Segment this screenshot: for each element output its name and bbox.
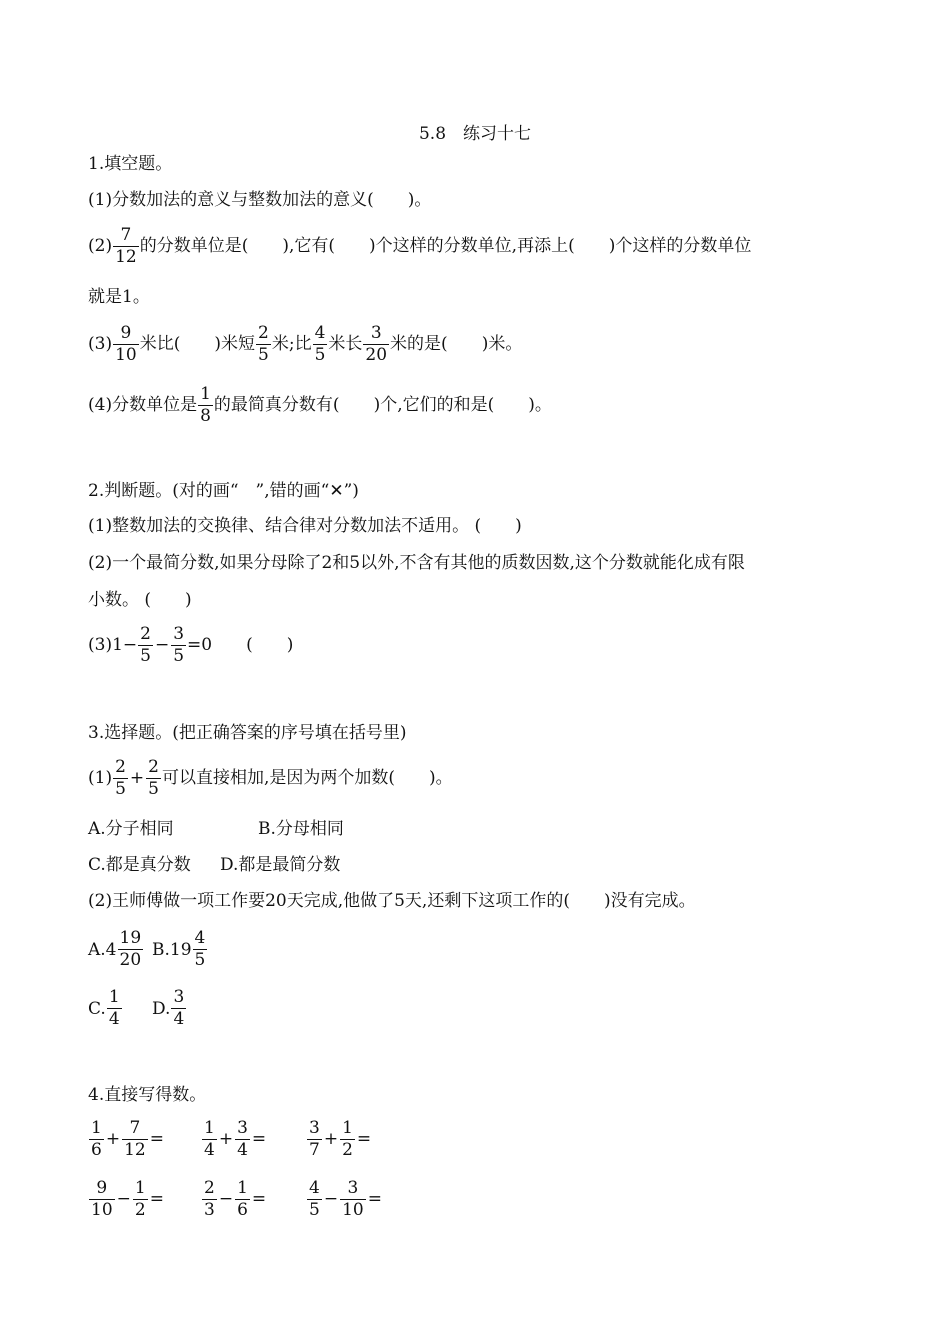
fraction [235,1120,250,1159]
fraction [307,1120,322,1159]
fraction [193,930,208,969]
q3-part2-option-d[interactable] [152,988,187,1029]
q1-part3-text-b: )米短 [214,334,256,354]
q3-part2: (2)王师傅做一项工作要20天完成,他做了5天,还剩下这项工作的( )没有完成。 [88,891,696,911]
q1-part3-text-e: 米的是( [390,334,448,354]
q1-part2-continuation: 就是1。 [88,287,150,307]
numerator: 3 [173,987,185,1007]
numerator: 2 [258,323,269,343]
q3-option-b[interactable]: B.分母相同 [258,819,344,839]
denominator: 4 [108,1009,120,1029]
numerator: 2 [115,757,126,777]
q1-heading: 1.填空题。 [88,154,173,174]
option-label: C. [88,998,106,1019]
fraction [113,325,139,364]
q3-heading: 3.选择题。(把正确答案的序号填在括号里) [88,723,407,743]
q1-part2-text-a: 的分数单位是( [139,236,249,256]
numerator: 7 [129,1118,141,1138]
denominator: 2 [134,1200,146,1220]
fraction [138,626,153,665]
fraction [340,1180,366,1219]
equals-sign: = [149,1189,164,1209]
q3-part1-tail: 可以直接相加,是因为两个加数( )。 [162,768,453,788]
fraction [146,759,161,798]
denominator: 4 [173,1009,185,1029]
calc-item[interactable] [88,1180,165,1219]
denominator: 6 [237,1200,248,1220]
q2-part3 [88,626,293,665]
option-label: A.4 [88,939,117,960]
denominator: 5 [314,345,326,365]
q3-part2-option-a[interactable] [88,929,144,970]
denominator: 5 [173,646,185,666]
fraction [363,325,389,364]
denominator: 20 [119,950,142,970]
q1-part2 [88,227,751,266]
equals-sign: = [149,1129,164,1149]
denominator: 10 [91,1200,113,1220]
q1-part1: (1)分数加法的意义与整数加法的意义( )。 [88,190,432,210]
q1-part4-text-b: )个,它们的和是( [373,395,495,415]
denominator: 5 [309,1200,320,1220]
numerator: 4 [314,323,326,343]
numerator: 19 [119,928,142,948]
fraction [113,227,139,266]
q3-option-d[interactable]: D.都是最简分数 [220,855,341,875]
page-title: 5.8 练习十七 [418,124,532,144]
q3-part1 [88,759,453,798]
numerator: 3 [237,1118,248,1138]
fraction [340,1120,355,1159]
q1-part2-text-b: ),它有( [282,236,336,256]
equals-sign: = [367,1189,382,1209]
denominator: 12 [124,1140,146,1160]
equals-sign: = [251,1189,267,1209]
q1-part3 [88,325,522,364]
option-label: D. [152,998,171,1019]
equals-sign: = [251,1129,267,1149]
numerator: 1 [200,384,211,404]
q1-part4 [88,386,552,425]
numerator: 1 [108,987,120,1007]
plus-sign: + [218,1129,234,1149]
fraction [202,1120,217,1159]
numerator: 4 [309,1178,320,1198]
calc-item[interactable] [88,1120,165,1159]
q1-part3-lead: (3) [88,334,113,354]
calc-item[interactable] [201,1120,267,1159]
numerator: 2 [148,757,159,777]
q1-part4-text-c: )。 [528,395,552,415]
fraction [313,325,328,364]
fraction [235,1180,250,1219]
fraction [89,1180,115,1219]
q3-option-a[interactable]: A.分子相同 [88,819,174,839]
numerator: 3 [347,1178,359,1198]
plus-sign: + [323,1129,339,1149]
denominator: 10 [115,345,137,365]
option-label: B.19 [152,939,192,960]
fraction [256,325,271,364]
fraction [171,626,186,665]
numerator: 1 [134,1178,146,1198]
fraction [198,386,213,425]
numerator: 9 [96,1178,108,1198]
denominator: 2 [342,1140,353,1160]
q1-part3-text-a: 米比( [139,334,181,354]
numerator: 3 [173,624,185,644]
calc-item[interactable] [201,1180,267,1219]
denominator: 10 [342,1200,364,1220]
denominator: 12 [115,247,137,267]
denominator: 5 [194,950,206,970]
q1-part4-text-a: 的最简真分数有( [213,395,340,415]
q3-option-c[interactable]: C.都是真分数 [88,855,191,875]
q1-part4-lead: (4)分数单位是 [88,395,198,415]
q2-part1: (1)整数加法的交换律、结合律对分数加法不适用。 ( ) [88,516,522,536]
equals-sign: = [356,1129,372,1149]
q2-heading: 2.判断题。(对的画“ ”,错的画“✕”) [88,481,359,501]
calc-item[interactable] [306,1180,383,1219]
numerator: 3 [370,323,382,343]
fraction [133,1180,148,1219]
fraction [122,1120,148,1159]
denominator: 6 [91,1140,102,1160]
numerator: 1 [237,1178,248,1198]
minus-sign: − [154,635,170,655]
numerator: 2 [140,624,151,644]
denominator: 5 [115,779,126,799]
fraction [202,1180,217,1219]
fraction [113,759,128,798]
calc-item[interactable] [306,1120,372,1159]
numerator: 1 [342,1118,353,1138]
denominator: 5 [258,345,269,365]
q1-part2-text-d: )个这样的分数单位 [608,236,752,256]
denominator: 4 [237,1140,248,1160]
q2-part3-tail: =0 ( ) [187,635,294,655]
q1-part3-text-c: 米;比 [271,334,312,354]
denominator: 7 [309,1140,320,1160]
minus-sign: − [218,1189,234,1209]
denominator: 5 [140,646,151,666]
fraction [118,930,144,969]
numerator: 4 [194,928,206,948]
q2-part3-lead: (3)1− [88,635,138,655]
q2-part2-continuation: 小数。 ( ) [88,590,192,610]
numerator: 1 [204,1118,215,1138]
q2-part2: (2)一个最简分数,如果分母除了2和5以外,不含有其他的质数因数,这个分数就能化成有限 [88,553,745,573]
fraction [89,1120,104,1159]
fraction [307,1180,322,1219]
q1-part2-text-c: )个这样的分数单位,再添上( [369,236,575,256]
denominator: 8 [200,406,211,426]
minus-sign: − [116,1189,131,1209]
numerator: 2 [204,1178,215,1198]
q3-part2-option-b[interactable] [152,929,208,970]
q1-part3-text-d: 米长 [328,334,363,354]
denominator: 3 [204,1200,215,1220]
fraction [171,989,186,1028]
q4-heading: 4.直接写得数。 [88,1085,207,1105]
q1-part2-lead: (2) [88,236,113,256]
denominator: 4 [204,1140,215,1160]
denominator: 5 [148,779,159,799]
numerator: 9 [120,323,132,343]
denominator: 20 [365,345,388,365]
numerator: 1 [91,1118,102,1138]
plus-sign: + [129,768,145,788]
plus-sign: + [105,1129,121,1149]
numerator: 7 [120,225,132,245]
q1-part3-text-g: )米。 [481,334,523,354]
q3-part1-lead: (1) [88,768,113,788]
q3-part2-option-c[interactable] [88,988,123,1029]
numerator: 3 [309,1118,320,1138]
minus-sign: − [323,1189,339,1209]
fraction [107,989,122,1028]
